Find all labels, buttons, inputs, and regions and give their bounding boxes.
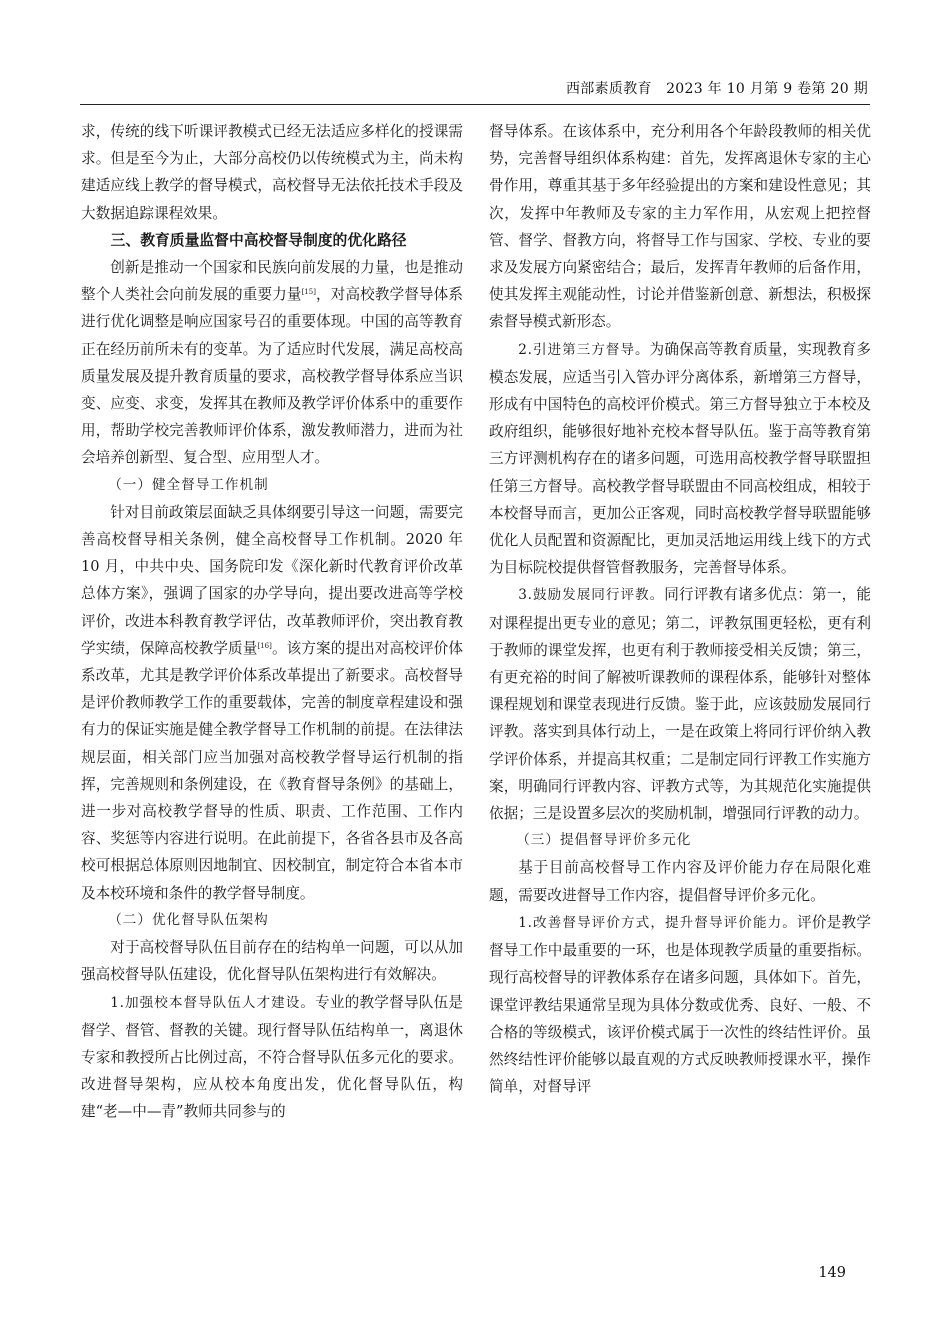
left-column (81, 118, 463, 1126)
subsection-heading: （三）提倡督导评价多元化 (516, 832, 692, 849)
page-number: 149 (818, 1265, 846, 1281)
paragraph-text: 。该方案的提出对高校评价体系改革，尤其是教学评价体系改革提出了新要求。高校督导是评价教师教学工作的重要载体，完善的制度章程建设和强有力的保证实施是健全教学督导工作机制的前提。在法律法规层面，相关部门应当加强对高校教学督导运行机制的指挥，完善规则和条例建设，在《教育督导条例》的基础上，进一步对高校教学督导的性质、职责、工作范围、工作内容、奖惩等内容进行说明。在此前提下，各省各县市及各高校可根据总体原则因地制宜、因校制宜，制定符合本省本市及本校环境和条件的教学督导制度。 (81, 639, 463, 902)
paragraph (489, 336, 871, 582)
citation-15: [15] (301, 288, 316, 297)
paragraph-text: 同行评教有诸多优点：第一，能对课程提出更专业的意见；第二，评教氛围更轻松，更有利于教师的课堂发挥，也更有利于教师接受相关反馈；第三，有更充裕的时间了解被听课教师的课程体系，能够针对整体课程规划和课堂表现进行反馈。鉴于此，应该鼓励发展同行评教。落实到具体行动上，一是在政策上将同行评价纳入教学评价体系，并提高其权重；二是制定同行评教工作实施方案，明确同行评教内容、评教方式等，为其规范化实施提供依据；三是设置多层次的奖励机制，增强同行评教的动力。 (489, 586, 871, 823)
paragraph-text: ，对高校教学督导体系进行优化调整是响应国家号召的重要体现。中国的高等教育正在经历前所未有的变革。为了适应时代发展，满足高校高质量发展及提升教育质量的要求，高校教学督导体系应当识变、应变、求变，发挥其在教师及教学评价体系中的重要作用，帮助学校完善教师评价体系，激发教师潜力，进而为社会培养创新型、复合型、应用型人才。 (81, 286, 463, 467)
item-lead: 2.引进第三方督导。 (518, 341, 650, 358)
item-lead: 3.鼓励发展同行评教。 (518, 587, 665, 604)
paragraph: 对于高校督导队伍目前存在的结构单一问题，可以从加强高校督导队伍建设，优化督导队伍架构进行有效解决。 (81, 939, 463, 984)
paragraph-text: 创新是推动一个国家和民族向前发展的力量，也是推动整个人类社会向前发展的重要力量 (81, 259, 463, 304)
subsection-heading: （二）优化督导队伍架构 (108, 911, 269, 928)
paragraph (81, 989, 463, 1126)
journal-issue: 2023 年 10 月第 9 卷第 20 期 (666, 81, 868, 97)
paragraph: 求，传统的线下听课评教模式已经无法适应多样化的授课需求。但是至今为止，大部分高校仍以传统模式为主，尚未构建适应线上教学的督导模式，高校督导无法依托技术手段及大数据追踪课程效果。 (81, 123, 463, 222)
journal-header (566, 78, 868, 98)
header-rule (80, 104, 870, 105)
paragraph (489, 909, 871, 1100)
paragraph-text: 评价是教学督导工作中最重要的一环，也是体现教学质量的重要指标。现行高校督导的评教体系存在诸多问题，具体如下。首先，课堂评教结果通常呈现为具体分数或优秀、良好、一般、不合格的等级模式，该评价模式属于一次性的终结性评价。虽然终结性评价能够以最直观的方式反映教师授课水平，操作简单，对督导评 (489, 913, 871, 1096)
subsection-heading: （一）健全督导工作机制 (108, 476, 269, 493)
citation-16: [16] (257, 641, 272, 650)
paragraph (489, 581, 871, 827)
section-heading: 三、教育质量监督中高校督导制度的优化路径 (110, 231, 407, 249)
paragraph-text: 针对目前政策层面缺乏具体纲要引导这一问题，需要完善高校督导相关条例，健全高校督导工作机制。2020 年 10 月，中共中央、国务院印发《深化新时代教育评价改革总体方案》，强调了国家的办学导向，提出要改进高等学校评价，改进本科教育教学评估，改革教师评价，突出教育教学实绩，保障高校教学质量 (81, 503, 463, 657)
item-lead: 1.加强校本督导队伍人才建设。 (110, 994, 316, 1011)
item-lead: 1.改善督导评价方式，提升督导评价能力。 (518, 914, 797, 931)
paragraph (81, 254, 463, 472)
paragraph: 督导体系。在该体系中，充分利用各个年龄段教师的相关优势，完善督导组织体系构建：首先，发挥离退休专家的主心骨作用，尊重其基于多年经验提出的方案和建设性意见；其次，发挥中年教师及专家的主力军作用，从宏观上把控督管、督学、督教方向，将督导工作与国家、学校、专业的要求及发展方向紧密结合；最后，发挥青年教师的后备作用，使其发挥主观能动性，讨论并借鉴新创意、新想法，积极探索督导模式新形态。 (489, 123, 871, 331)
right-column (489, 118, 871, 1100)
paragraph-text: 专业的教学督导队伍是督学、督管、督教的关键。现行督导队伍结构单一，离退休专家和教授所占比例过高，不符合督导队伍多元化的要求。改进督导架构，应从校本角度出发，优化督导队伍，构建“老—中—青”教师共同参与的 (81, 993, 463, 1121)
paragraph-text: 为确保高等教育质量，实现教育多模态发展，应适当引入管办评分离体系，新增第三方督导，形成有中国特色的高校评价模式。第三方督导独立于本校及政府组织，能够很好地补充校本督导队伍。鉴于高等教育第三方评测机构存在的诸多问题，可选用高校教学督导联盟担任第三方督导。高校教学督导联盟由不同高校组成，相较于本校督导而言，更加公正客观，同时高校教学督导联盟能够优化人员配置和资源配比，更加灵活地运用线上线下的方式为目标院校提供督管督教服务，完善督导体系。 (489, 340, 871, 577)
journal-name: 西部素质教育 (566, 81, 652, 97)
paragraph (81, 499, 463, 907)
paragraph: 基于目前高校督导工作内容及评价能力存在局限化难题，需要改进督导工作内容，提倡督导评价多元化。 (489, 859, 871, 904)
